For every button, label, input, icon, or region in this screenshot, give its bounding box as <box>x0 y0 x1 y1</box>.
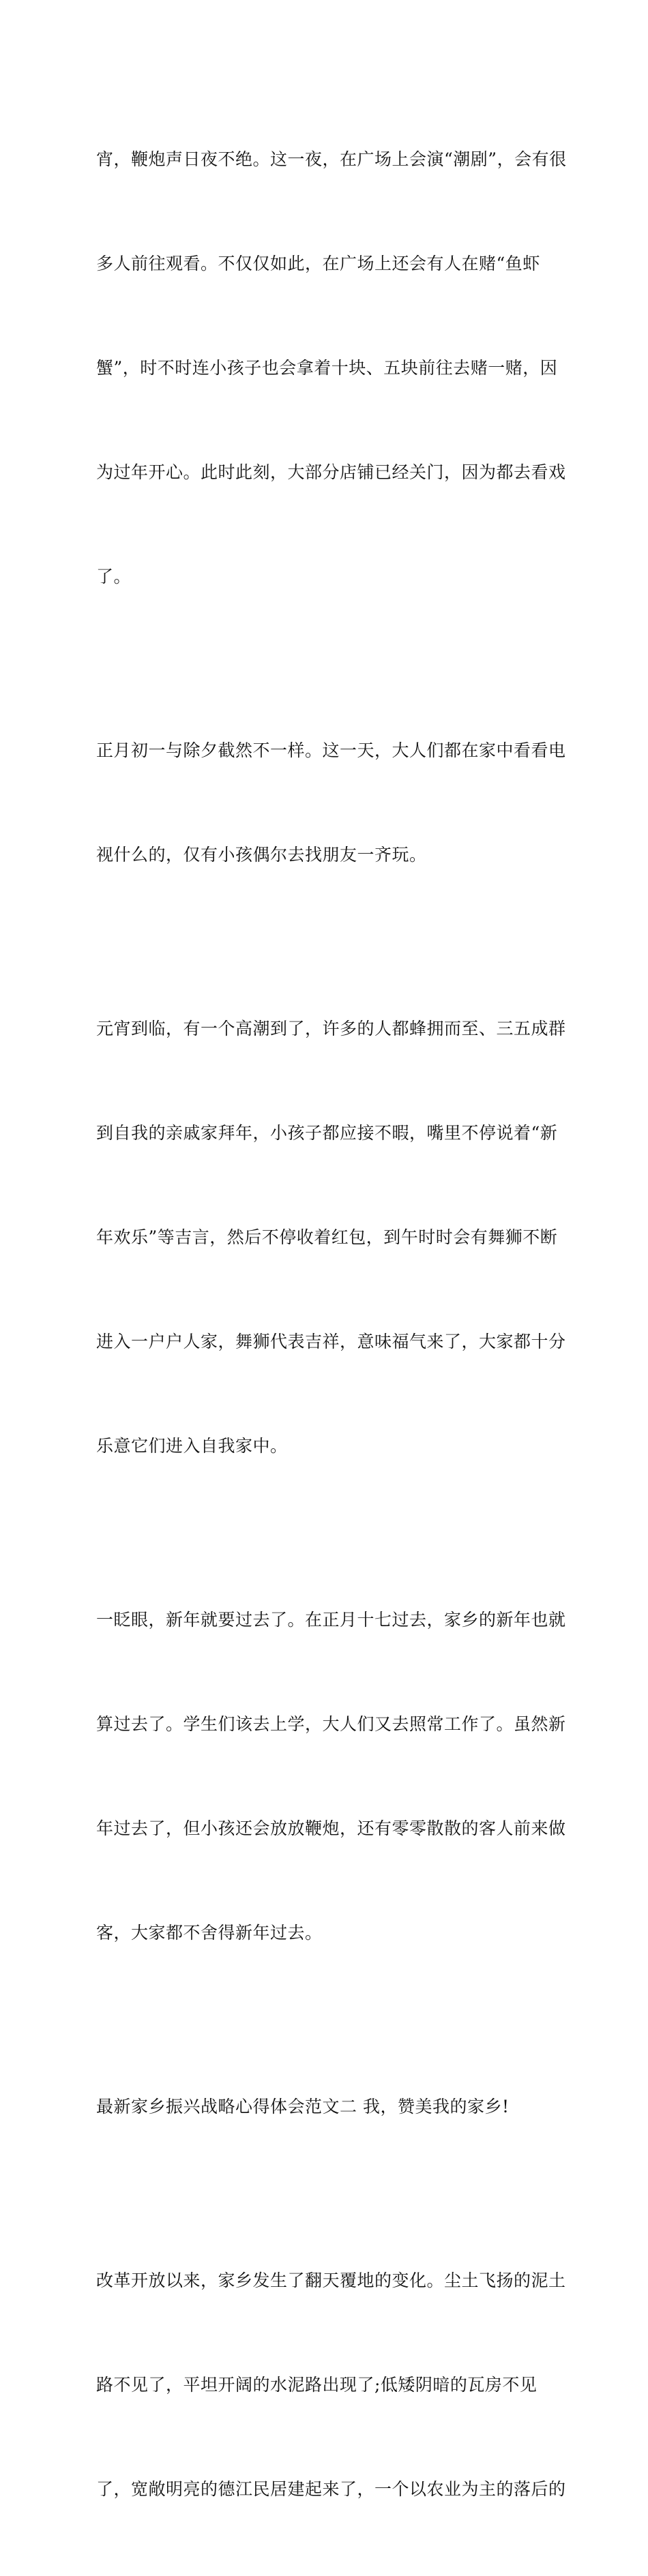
text-line: 正月初一与除夕截然不一样。这一天，大人们都在家中看看电 <box>96 740 566 760</box>
text-line: 乐意它们进入自我家中。 <box>96 1436 288 1456</box>
paragraph-5 <box>96 2193 566 2576</box>
text-line: 一眨眼，新年就要过去了。在正月十七过去，家乡的新年也就 <box>96 1610 566 1630</box>
text-line: 改革开放以来，家乡发生了翻天覆地的变化。尘土飞扬的泥土 <box>96 2271 566 2290</box>
section-heading <box>96 2020 560 2193</box>
text-line: 宵，鞭炮声日夜不绝。这一夜，在广场上会演“潮剧”，会有很 <box>96 149 567 169</box>
paragraph-2 <box>96 663 566 942</box>
heading-line: 最新家乡振兴战略心得体会范文二 我，赞美我的家乡! <box>96 2097 510 2116</box>
paragraph-1 <box>96 72 567 663</box>
paragraph-4 <box>96 1533 566 2020</box>
text-line: 蟹”，时不时连小孩子也会拿着十块、五块前往去赌一赌，因 <box>96 358 558 378</box>
text-line: 算过去了。学生们该去上学，大人们又去照常工作了。虽然新 <box>96 1714 566 1734</box>
paragraph-3 <box>96 942 566 1533</box>
text-line: 进入一户户人家，舞狮代表吉祥，意味福气来了，大家都十分 <box>96 1332 566 1351</box>
text-line: 元宵到临，有一个高潮到了，许多的人都蜂拥而至、三五成群 <box>96 1019 566 1038</box>
text-line: 为过年开心。此时此刻，大部分店铺已经关门，因为都去看戏 <box>96 462 566 482</box>
text-line: 年欢乐”等吉言，然后不停收着红包，到午时时会有舞狮不断 <box>96 1227 558 1247</box>
text-line: 视什么的，仅有小孩偶尔去找朋友一齐玩。 <box>96 845 427 865</box>
text-line: 路不见了，平坦开阔的水泥路出现了;低矮阴暗的瓦房不见 <box>96 2375 537 2395</box>
text-line: 到自我的亲戚家拜年，小孩子都应接不暇，嘴里不停说着“新 <box>96 1123 558 1143</box>
text-line: 了。 <box>96 567 132 586</box>
text-line: 了，宽敞明亮的德江民居建起来了，一个以农业为主的落后的 <box>96 2479 566 2499</box>
text-line: 年过去了，但小孩还会放放鞭炮，还有零零散散的客人前来做 <box>96 1818 566 1838</box>
text-line: 多人前往观看。不仅仅如此，在广场上还会有人在赌“鱼虾 <box>96 254 540 273</box>
document-body <box>96 72 567 2576</box>
text-line: 客，大家都不舍得新年过去。 <box>96 1923 323 1943</box>
